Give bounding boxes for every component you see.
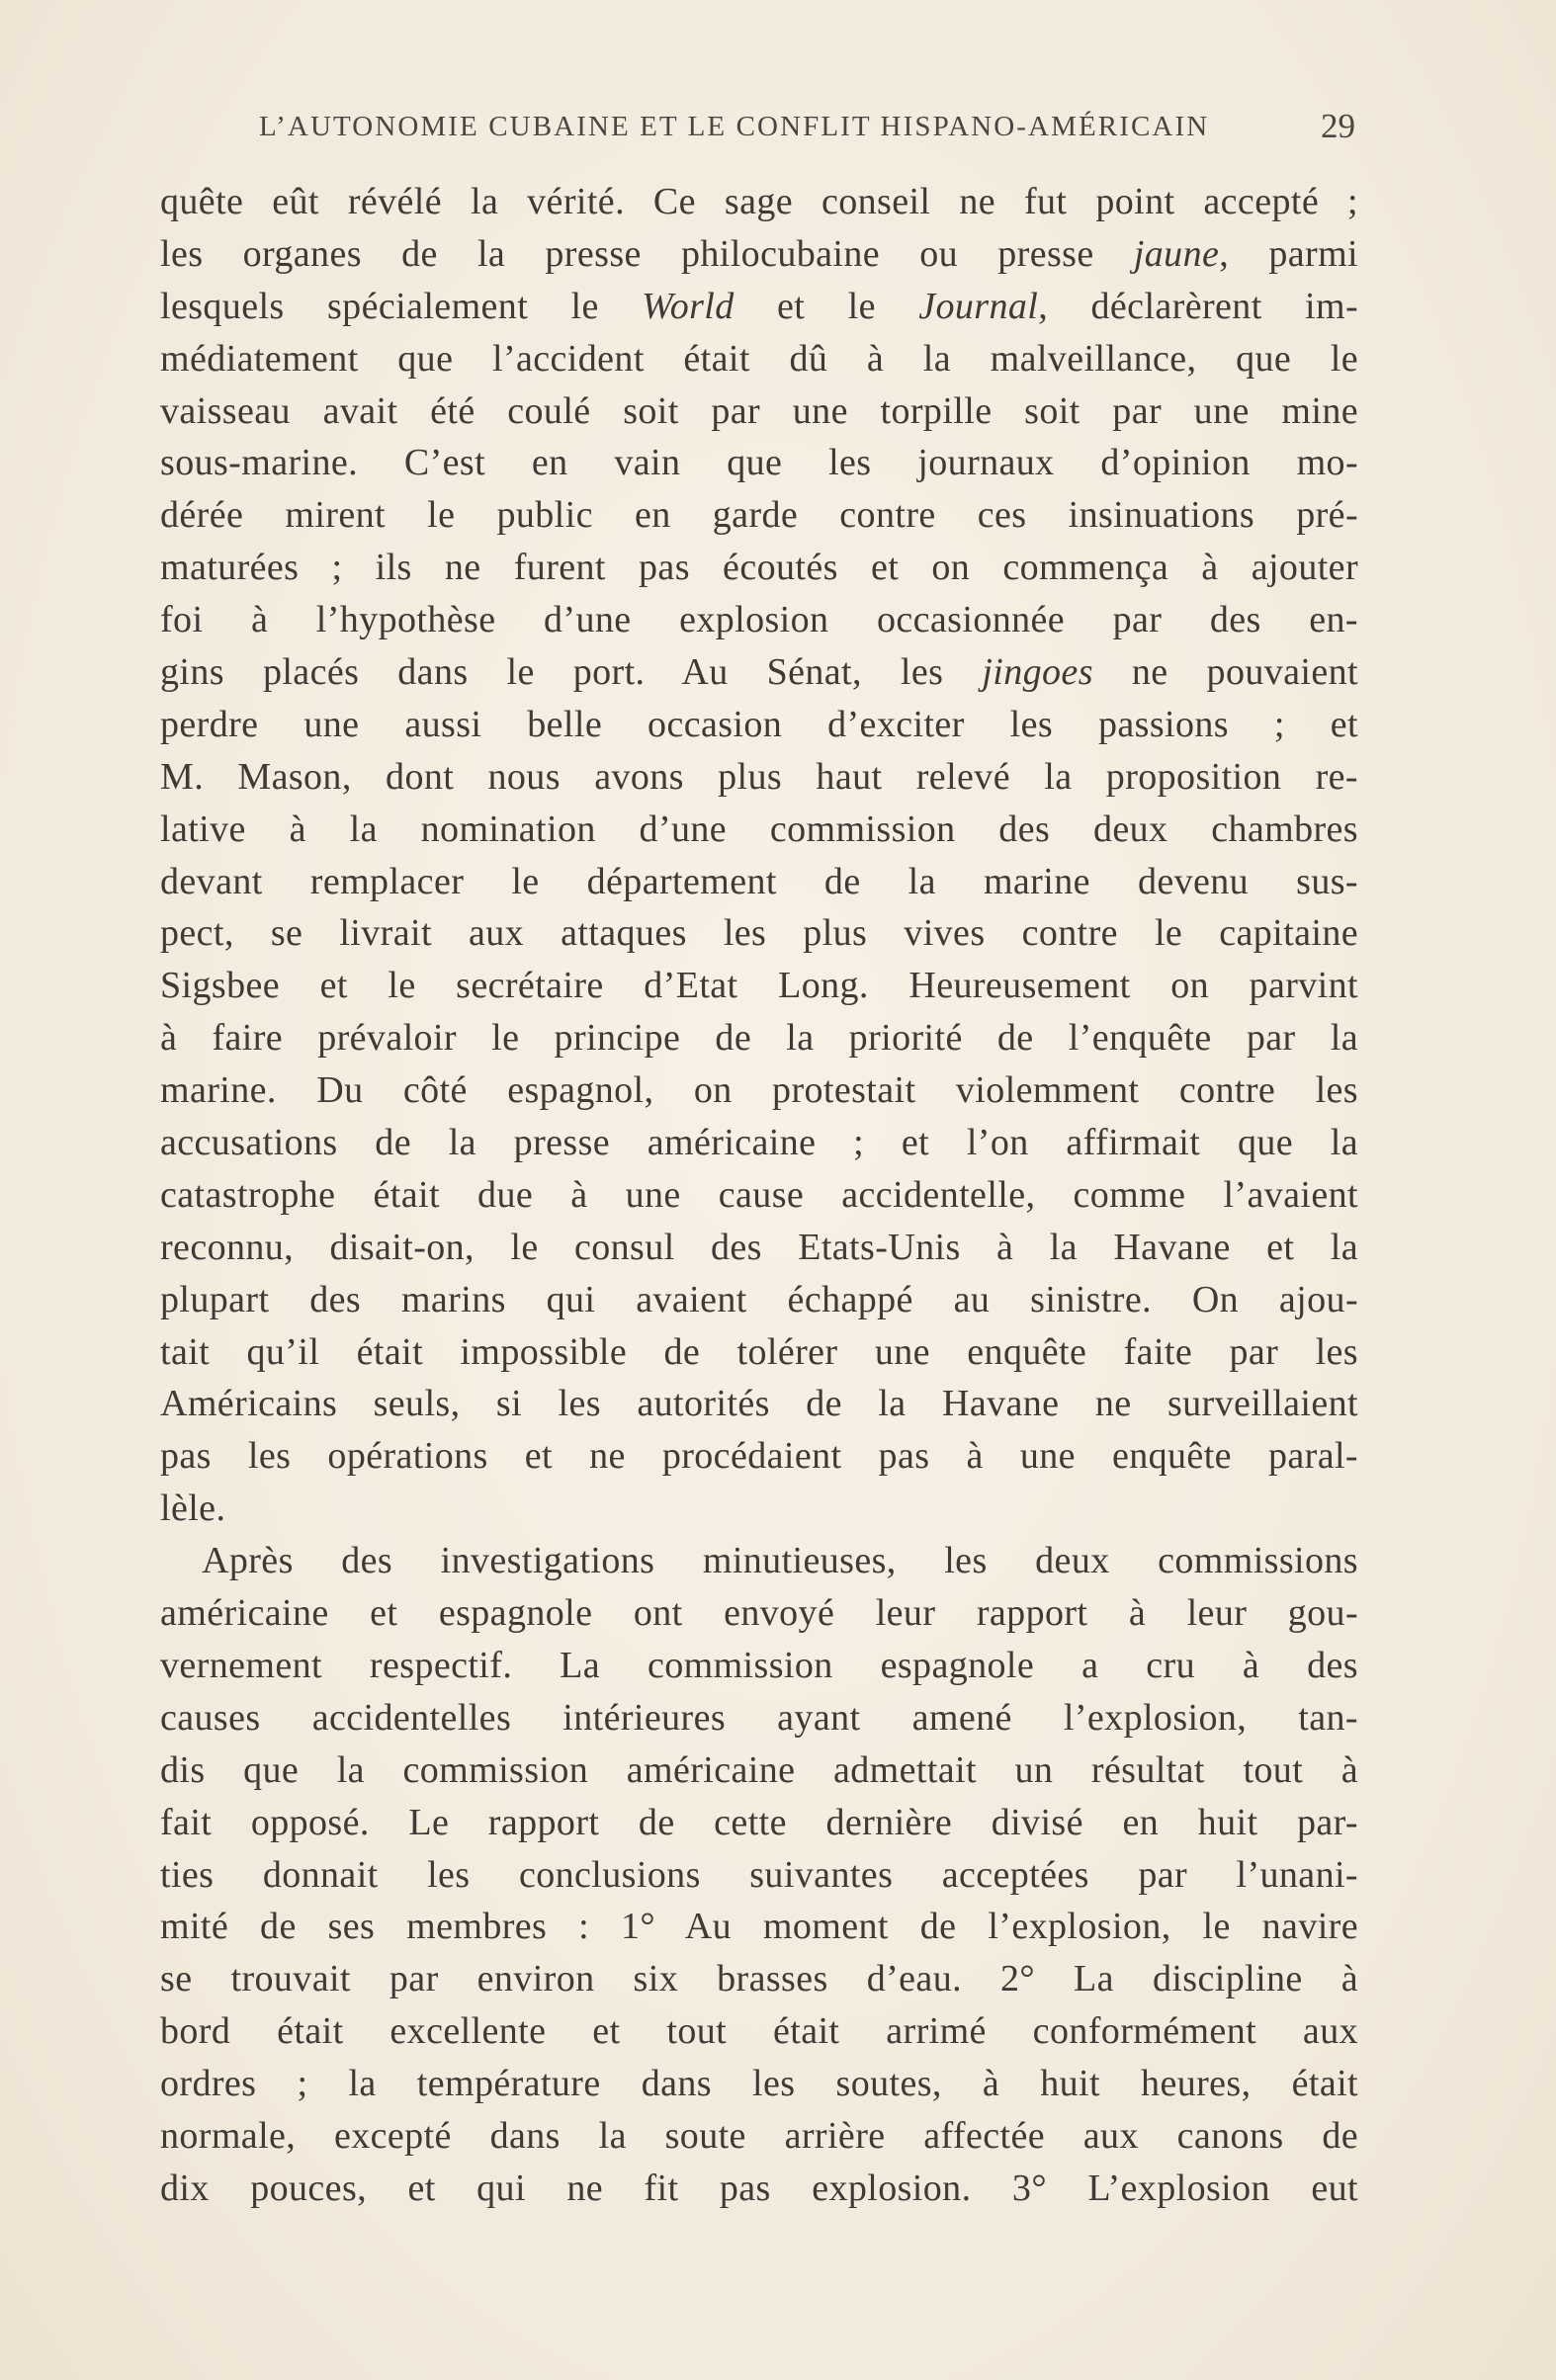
text-segment: ordres ; la température dans les soutes, à huit heures, était xyxy=(160,2063,1358,2105)
text-segment: à faire prévaloir le principe de la priorité de l’enquête par la xyxy=(160,1017,1358,1060)
text-segment: lative à la nomination d’une commission des deux chambres xyxy=(160,808,1358,850)
text-line xyxy=(160,907,1358,960)
text-line xyxy=(160,437,1358,489)
text-line xyxy=(160,1744,1358,1797)
text-line xyxy=(160,2005,1358,2058)
text-segment: causes accidentelles intérieures ayant amené l’explosion, tan- xyxy=(160,1696,1358,1739)
text-segment: pas les opérations et ne procédaient pas à une enquête paral- xyxy=(160,1435,1358,1478)
text-segment: américaine et espagnole ont envoyé leur rapport à leur gou- xyxy=(160,1592,1358,1635)
text-segment: M. Mason, dont nous avons plus haut relevé la proposition re- xyxy=(160,755,1358,798)
italic-term: Journal xyxy=(918,285,1039,327)
text-segment: vernement respectif. La commission espagnole a cru à des xyxy=(160,1644,1358,1686)
italic-term: World xyxy=(642,285,735,327)
text-segment: lesquels spécialement le xyxy=(160,285,643,327)
text-line xyxy=(160,1378,1358,1430)
text-segment: marine. Du côté espagnol, on protestait violemment contre les xyxy=(160,1069,1358,1112)
text-line xyxy=(160,804,1358,856)
text-segment: gins placés dans le port. Au Sénat, les xyxy=(160,651,983,694)
italic-term: jingoes xyxy=(982,651,1093,694)
text-line xyxy=(160,385,1358,438)
text-line xyxy=(160,1797,1358,1849)
text-line xyxy=(160,1901,1358,1953)
text-segment: pect, se livrait aux attaques les plus vives contre le capitaine xyxy=(160,912,1358,955)
text-segment: sous-marine. C’est en vain que les journaux d’opinion mo- xyxy=(160,442,1358,484)
text-segment: catastrophe était due à une cause accidentelle, comme l’avaient xyxy=(160,1173,1358,1216)
text-segment: dis que la commission américaine admettait un résultat tout à xyxy=(160,1748,1358,1791)
text-segment: Américains seuls, si les autorités de la Havane ne surveillaient xyxy=(160,1383,1358,1425)
text-line xyxy=(160,1483,1358,1535)
text-line xyxy=(160,1222,1358,1274)
text-line xyxy=(160,228,1358,281)
page-number: 29 xyxy=(1321,107,1355,145)
text-line xyxy=(160,1849,1358,1902)
text-segment: , déclarèrent im- xyxy=(1038,285,1359,327)
text-line xyxy=(160,751,1358,804)
text-line xyxy=(160,856,1358,908)
text-line xyxy=(160,1430,1358,1483)
text-line xyxy=(160,281,1358,333)
text-segment: ties donnait les conclusions suivantes acceptées par l’unani- xyxy=(160,1853,1358,1896)
text-segment: mité de ses membres : 1° Au moment de l’explosion, le navire xyxy=(160,1906,1358,1948)
text-segment: plupart des marins qui avaient échappé au sinistre. On ajou- xyxy=(160,1278,1358,1320)
text-line xyxy=(160,2058,1358,2110)
text-segment: reconnu, disait-on, le consul des Etats-Unis à la Havane et la xyxy=(160,1226,1358,1268)
text-segment: et le xyxy=(734,285,919,327)
running-title: L’AUTONOMIE CUBAINE ET LE CONFLIT HISPANO-AMÉRICAIN xyxy=(259,111,1210,142)
text-segment: dix pouces, et qui ne fit pas explosion. 3° L’explosion eut xyxy=(160,2167,1358,2209)
text-line xyxy=(160,1117,1358,1169)
text-segment: vaisseau avait été coulé soit par une torpille soit par une mine xyxy=(160,389,1358,432)
text-segment: les organes de la presse philocubaine ou presse xyxy=(160,232,1134,275)
text-segment: tait qu’il était impossible de tolérer une enquête faite par les xyxy=(160,1330,1358,1373)
text-line xyxy=(160,1535,1358,1587)
text-segment: ne pouvaient xyxy=(1092,651,1358,694)
text-segment: accusations de la presse américaine ; et l’on affirmait que la xyxy=(160,1122,1358,1164)
text-line xyxy=(160,176,1358,228)
text-line xyxy=(160,1012,1358,1064)
text-line xyxy=(160,1274,1358,1326)
text-line xyxy=(160,489,1358,542)
text-segment: Après des investigations minutieuses, les deux commissions xyxy=(202,1540,1358,1582)
text-line xyxy=(160,2110,1358,2163)
text-segment: se trouvait par environ six brasses d’eau. 2° La discipline à xyxy=(160,1958,1358,2000)
text-line xyxy=(160,1587,1358,1640)
text-line xyxy=(160,1169,1358,1222)
body-text xyxy=(160,176,1358,2215)
text-line xyxy=(160,699,1358,751)
text-segment: Sigsbee et le secrétaire d’Etat Long. Heureusement on parvint xyxy=(160,965,1358,1007)
text-segment: perdre une aussi belle occasion d’exciter les passions ; et xyxy=(160,703,1358,745)
running-head xyxy=(164,107,1355,154)
text-segment: fait opposé. Le rapport de cette dernière divisé en huit par- xyxy=(160,1801,1358,1843)
text-line xyxy=(160,1953,1358,2005)
text-line xyxy=(160,333,1358,385)
text-line xyxy=(160,1064,1358,1117)
italic-term: jaune xyxy=(1133,232,1220,275)
text-segment: , parmi xyxy=(1219,232,1359,275)
text-line xyxy=(160,1640,1358,1692)
text-segment: dérée mirent le public en garde contre ces insinuations pré- xyxy=(160,494,1358,537)
text-line xyxy=(160,542,1358,594)
text-line xyxy=(160,960,1358,1012)
text-segment: quête eût révélé la vérité. Ce sage conseil ne fut point accepté ; xyxy=(160,181,1358,222)
text-segment: devant remplacer le département de la marine devenu sus- xyxy=(160,860,1358,902)
text-line xyxy=(160,646,1358,699)
text-line xyxy=(160,1326,1358,1379)
text-segment: normale, excepté dans la soute arrière affectée aux canons de xyxy=(160,2114,1358,2157)
text-line xyxy=(160,2163,1358,2215)
text-line xyxy=(160,594,1358,646)
text-segment: bord était excellente et tout était arrimé conformément aux xyxy=(160,2010,1358,2053)
text-segment: maturées ; ils ne furent pas écoutés et on commença à ajouter xyxy=(160,547,1358,589)
text-line xyxy=(160,1692,1358,1744)
text-segment: lèle. xyxy=(160,1488,226,1530)
text-segment: foi à l’hypothèse d’une explosion occasionnée par des en- xyxy=(160,599,1358,641)
text-segment: médiatement que l’accident était dû à la malveillance, que le xyxy=(160,337,1358,380)
